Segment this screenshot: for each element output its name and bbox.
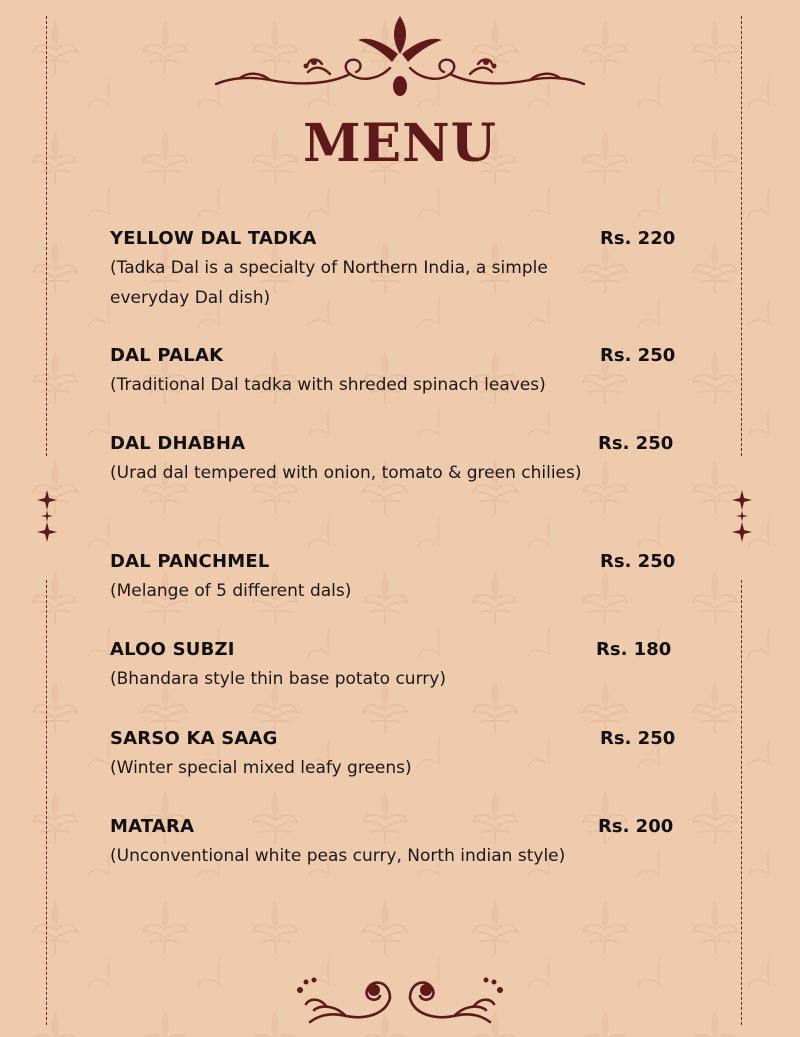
fleur-de-lis-ornament-icon	[210, 12, 590, 102]
menu-item-name: YELLOW DAL TADKA	[110, 228, 317, 249]
menu-item-name: SARSO KA SAAG	[110, 728, 278, 749]
menu-item-price: Rs. 250	[600, 728, 676, 749]
menu-item-price: Rs. 250	[598, 433, 674, 454]
right-star-cluster-icon	[730, 490, 754, 542]
menu-item-name: ALOO SUBZI	[110, 639, 235, 660]
menu-item-price: Rs. 220	[600, 228, 676, 249]
menu-item-description: (Traditional Dal tadka with shreded spinach leaves)	[110, 375, 546, 395]
menu-item-price: Rs. 200	[598, 816, 674, 837]
left-star-cluster-icon	[35, 490, 59, 542]
menu-item-description: (Urad dal tempered with onion, tomato & green chilies)	[110, 463, 582, 483]
menu-item-name: DAL DHABHA	[110, 433, 246, 454]
right-border-dash-top	[741, 16, 742, 456]
menu-item-description: (Tadka Dal is a specialty of Northern India, a simple everyday Dal dish)	[110, 258, 548, 308]
left-border-dash-top	[46, 16, 47, 456]
menu-item-price: Rs. 250	[600, 345, 676, 366]
menu-title: MENU	[302, 113, 498, 174]
menu-item-name: DAL PANCHMEL	[110, 551, 270, 572]
menu-item-description: (Bhandara style thin base potato curry)	[110, 669, 446, 689]
menu-item-description: (Winter special mixed leafy greens)	[110, 758, 412, 778]
left-border-dash-bottom	[46, 580, 47, 1025]
menu-item-name: DAL PALAK	[110, 345, 224, 366]
menu-item-price: Rs. 250	[600, 551, 676, 572]
right-border-dash-bottom	[741, 580, 742, 1025]
menu-item-name: MATARA	[110, 816, 195, 837]
menu-item-description: (Melange of 5 different dals)	[110, 581, 352, 601]
menu-item-price: Rs. 180	[596, 639, 672, 660]
menu-item-description: (Unconventional white peas curry, North indian style)	[110, 846, 566, 866]
scroll-swirl-ornament-icon	[290, 970, 510, 1030]
